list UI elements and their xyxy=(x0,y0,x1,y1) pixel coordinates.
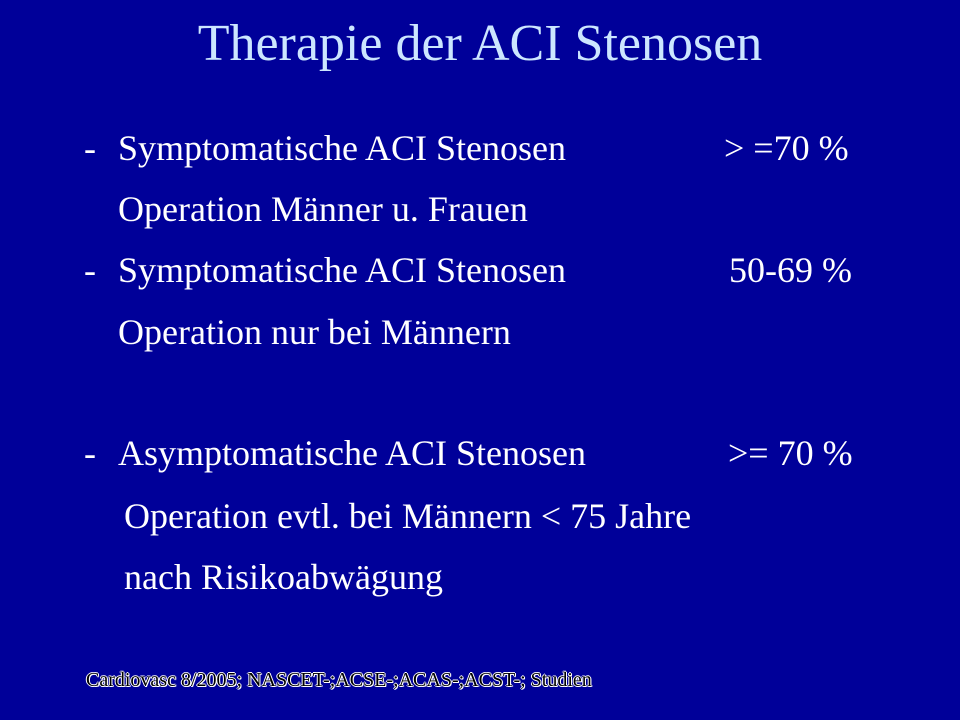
bullet-item-2 xyxy=(84,248,884,292)
bullet-detail-1: Operation Männer u. Frauen xyxy=(118,189,528,229)
bullet-value: >= 70 % xyxy=(728,433,853,473)
bullet-value: > =70 % xyxy=(724,128,849,168)
bullet-detail-3b: nach Risikoabwägung xyxy=(124,557,443,597)
bullet-heading: Asymptomatische ACI Stenosen xyxy=(118,433,586,473)
footnote-citation: Cardiovasc 8/2005; NASCET-;ACSE-;ACAS-;ACST-; Studien xyxy=(86,669,592,691)
bullet-dash: - xyxy=(84,128,96,168)
bullet-detail-3: Operation evtl. bei Männern < 75 Jahre xyxy=(124,496,692,536)
slide-title: Therapie der ACI Stenosen xyxy=(197,15,763,72)
bullet-heading: Symptomatische ACI Stenosen xyxy=(118,250,566,290)
bullet-value: 50-69 % xyxy=(729,250,852,290)
bullet-dash: - xyxy=(84,433,96,473)
bullet-detail-2: Operation nur bei Männern xyxy=(118,312,511,352)
bullet-dash: - xyxy=(84,250,96,290)
bullet-item-3 xyxy=(84,431,884,475)
bullet-item-1 xyxy=(84,126,884,170)
bullet-heading: Symptomatische ACI Stenosen xyxy=(118,128,566,168)
